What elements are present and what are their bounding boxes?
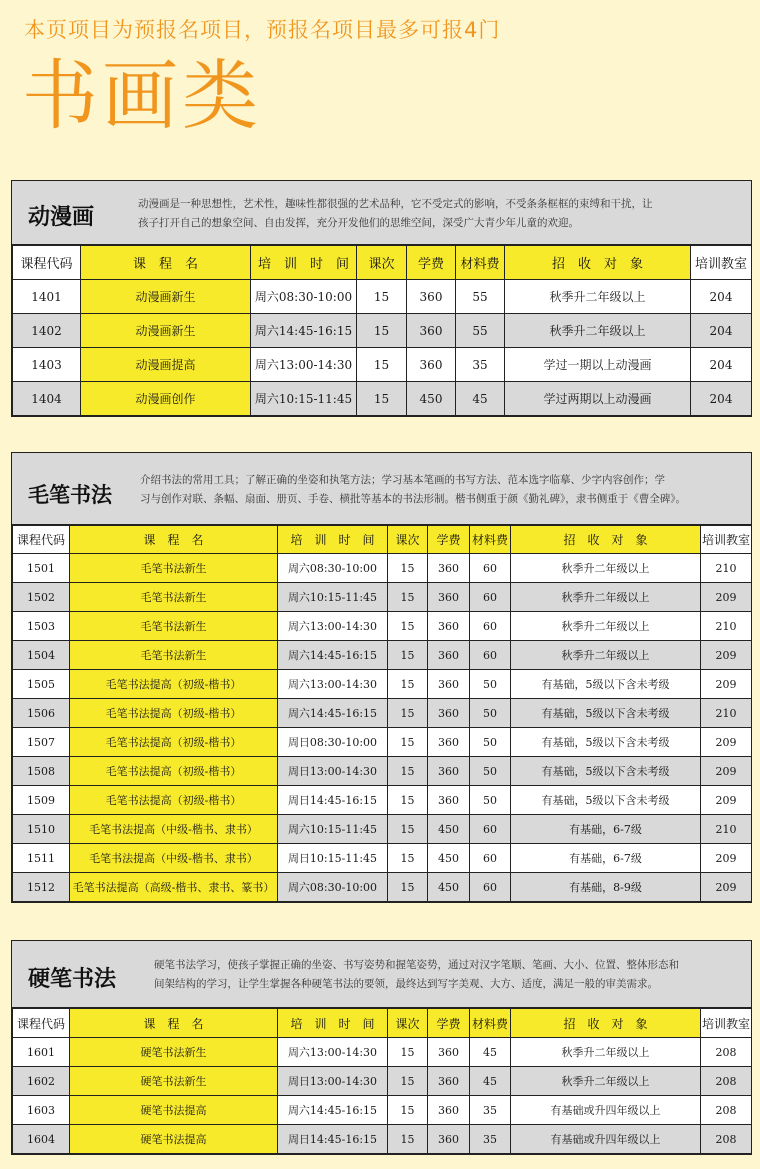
cell-time: 周日10:15-11:45 (278, 844, 388, 873)
cell-sessions: 15 (388, 1038, 428, 1067)
cell-sessions: 15 (388, 844, 428, 873)
col-room: 培训教室 (691, 246, 752, 280)
cell-sessions: 15 (388, 670, 428, 699)
cell-room: 204 (691, 382, 752, 416)
cell-room: 210 (701, 554, 752, 583)
cell-code: 1504 (13, 641, 70, 670)
table-row (13, 1038, 752, 1067)
cell-time: 周日13:00-14:30 (278, 1067, 388, 1096)
cell-code: 1506 (13, 699, 70, 728)
cell-course-name: 毛笔书法提高（初级-楷书） (70, 757, 278, 786)
cell-material-fee: 50 (470, 728, 511, 757)
table-row (13, 728, 752, 757)
cell-target: 秋季升二年级以上 (511, 1067, 701, 1096)
cell-material-fee: 45 (456, 382, 505, 416)
cell-time: 周六10:15-11:45 (278, 583, 388, 612)
cell-time: 周六14:45-16:15 (251, 314, 357, 348)
col-target: 招 收 对 象 (511, 1009, 701, 1038)
cell-target: 有基础，5级以下含未考级 (511, 670, 701, 699)
cell-room: 209 (701, 757, 752, 786)
cell-room: 208 (701, 1096, 752, 1125)
table-row (13, 583, 752, 612)
section-header (12, 941, 751, 1008)
cell-room: 210 (701, 699, 752, 728)
section-pen-calligraphy (11, 940, 752, 1155)
cell-course-name: 毛笔书法新生 (70, 583, 278, 612)
section-anime-drawing (11, 180, 752, 417)
cell-fee: 360 (428, 699, 470, 728)
cell-target: 秋季升二年级以上 (511, 1038, 701, 1067)
cell-fee: 360 (428, 728, 470, 757)
cell-code: 1511 (13, 844, 70, 873)
col-code: 课程代码 (13, 526, 70, 554)
cell-target: 学过两期以上动漫画 (505, 382, 691, 416)
cell-material-fee: 35 (456, 348, 505, 382)
table-row (13, 612, 752, 641)
cell-sessions: 15 (388, 699, 428, 728)
cell-material-fee: 60 (470, 641, 511, 670)
section-title: 硬笔书法 (28, 967, 117, 992)
cell-room: 210 (701, 612, 752, 641)
cell-material-fee: 60 (470, 873, 511, 902)
cell-time: 周六13:00-14:30 (278, 1038, 388, 1067)
cell-time: 周六10:15-11:45 (278, 815, 388, 844)
cell-fee: 360 (428, 641, 470, 670)
col-course-name: 课 程 名 (70, 1009, 278, 1038)
preregistration-notice: 本页项目为预报名项目，预报名项目最多可报4门 (24, 18, 501, 42)
course-table (12, 1008, 752, 1154)
cell-fee: 360 (407, 348, 456, 382)
cell-course-name: 毛笔书法新生 (70, 641, 278, 670)
cell-target: 有基础，8-9级 (511, 873, 701, 902)
cell-target: 秋季升二年级以上 (505, 314, 691, 348)
col-room: 培训教室 (701, 526, 752, 554)
col-target: 招 收 对 象 (511, 526, 701, 554)
cell-target: 有基础，5级以下含未考级 (511, 699, 701, 728)
cell-code: 1503 (13, 612, 70, 641)
cell-room: 209 (701, 873, 752, 902)
cell-room: 208 (701, 1038, 752, 1067)
cell-fee: 450 (428, 815, 470, 844)
cell-sessions: 15 (388, 873, 428, 902)
cell-course-name: 毛笔书法新生 (70, 554, 278, 583)
col-code: 课程代码 (13, 246, 81, 280)
col-fee: 学费 (407, 246, 456, 280)
cell-sessions: 15 (388, 1125, 428, 1154)
cell-sessions: 15 (388, 728, 428, 757)
cell-time: 周日08:30-10:00 (278, 728, 388, 757)
cell-code: 1510 (13, 815, 70, 844)
course-table (12, 525, 752, 902)
cell-course-name: 硬笔书法提高 (70, 1125, 278, 1154)
cell-target: 有基础或升四年级以上 (511, 1125, 701, 1154)
cell-sessions: 15 (388, 757, 428, 786)
section-header (12, 181, 751, 245)
table-row (13, 1125, 752, 1154)
cell-time: 周六13:00-14:30 (251, 348, 357, 382)
cell-sessions: 15 (388, 583, 428, 612)
table-row (13, 1067, 752, 1096)
cell-time: 周六14:45-16:15 (278, 641, 388, 670)
cell-target: 有基础，6-7级 (511, 815, 701, 844)
cell-sessions: 15 (388, 1096, 428, 1125)
section-description: 介绍书法的常用工具；了解正确的坐姿和执笔方法；学习基本笔画的书写方法、范本选字临摹、少字内容创作；学 习与创作对联、条幅、扇面、册页、手卷、横批等基本的书法形制。楷书侧重于颜《勤礼碑》，隶书侧重于《曹全碑》。 (140, 474, 686, 505)
cell-course-name: 毛笔书法提高（初级-楷书） (70, 699, 278, 728)
cell-fee: 450 (428, 873, 470, 902)
cell-course-name: 毛笔书法提高（高级-楷书、隶书、篆书） (70, 873, 278, 902)
cell-target: 学过一期以上动漫画 (505, 348, 691, 382)
cell-time: 周六14:45-16:15 (278, 1096, 388, 1125)
cell-course-name: 动漫画新生 (81, 280, 251, 314)
cell-fee: 360 (428, 583, 470, 612)
table-header-row (13, 526, 752, 554)
cell-code: 1505 (13, 670, 70, 699)
cell-fee: 360 (428, 670, 470, 699)
cell-material-fee: 45 (470, 1067, 511, 1096)
cell-sessions: 15 (388, 612, 428, 641)
cell-code: 1604 (13, 1125, 70, 1154)
cell-time: 周六08:30-10:00 (278, 873, 388, 902)
cell-fee: 360 (428, 1038, 470, 1067)
section-description: 硬笔书法学习，使孩子掌握正确的坐姿、书写姿势和握笔姿势，通过对汉字笔顺、笔画、大小、位置、整体形态和 间架结构的学习，让学生掌握各种硬笔书法的要领，最终达到写字美观、大方、适度，满足一般的审美需求。 (154, 959, 679, 990)
cell-room: 209 (701, 641, 752, 670)
cell-course-name: 毛笔书法提高（初级-楷书） (70, 786, 278, 815)
table-row (13, 786, 752, 815)
cell-course-name: 硬笔书法新生 (70, 1038, 278, 1067)
col-time: 培 训 时 间 (278, 526, 388, 554)
cell-fee: 450 (428, 844, 470, 873)
cell-course-name: 硬笔书法提高 (70, 1096, 278, 1125)
cell-material-fee: 60 (470, 554, 511, 583)
category-title: 书画类 (22, 51, 262, 140)
cell-sessions: 15 (357, 280, 407, 314)
course-rows (13, 554, 752, 902)
table-row (13, 873, 752, 902)
cell-fee: 360 (428, 1125, 470, 1154)
cell-course-name: 动漫画新生 (81, 314, 251, 348)
table-row (13, 348, 752, 382)
cell-target: 秋季升二年级以上 (511, 612, 701, 641)
cell-code: 1501 (13, 554, 70, 583)
col-course-name: 课 程 名 (81, 246, 251, 280)
cell-code: 1401 (13, 280, 81, 314)
cell-material-fee: 35 (470, 1125, 511, 1154)
table-row (13, 815, 752, 844)
cell-sessions: 15 (388, 1067, 428, 1096)
cell-code: 1502 (13, 583, 70, 612)
cell-material-fee: 60 (470, 844, 511, 873)
cell-fee: 360 (407, 280, 456, 314)
cell-room: 210 (701, 815, 752, 844)
course-rows (13, 1038, 752, 1154)
cell-sessions: 15 (388, 786, 428, 815)
cell-time: 周日13:00-14:30 (278, 757, 388, 786)
cell-time: 周六13:00-14:30 (278, 670, 388, 699)
cell-room: 209 (701, 728, 752, 757)
cell-room: 208 (701, 1067, 752, 1096)
section-brush-calligraphy (11, 452, 752, 903)
cell-room: 209 (701, 670, 752, 699)
cell-fee: 360 (428, 612, 470, 641)
cell-room: 204 (691, 348, 752, 382)
cell-room: 209 (701, 844, 752, 873)
table-row (13, 314, 752, 348)
cell-material-fee: 55 (456, 314, 505, 348)
cell-material-fee: 50 (470, 670, 511, 699)
cell-sessions: 15 (357, 382, 407, 416)
cell-course-name: 毛笔书法提高（中级-楷书、隶书） (70, 815, 278, 844)
cell-material-fee: 60 (470, 583, 511, 612)
cell-material-fee: 45 (470, 1038, 511, 1067)
col-time: 培 训 时 间 (278, 1009, 388, 1038)
cell-code: 1602 (13, 1067, 70, 1096)
cell-course-name: 动漫画提高 (81, 348, 251, 382)
table-row (13, 554, 752, 583)
cell-material-fee: 55 (456, 280, 505, 314)
cell-target: 有基础，6-7级 (511, 844, 701, 873)
cell-target: 有基础或升四年级以上 (511, 1096, 701, 1125)
section-description: 动漫画是一种思想性，艺术性，趣味性都很强的艺术品种，它不受定式的影响，不受条条框框的束缚和干扰，让 孩子打开自己的想象空间、自由发挥，充分开发他们的思维空间，深受广大青少年儿童的欢迎。 (138, 198, 653, 229)
table-row (13, 382, 752, 416)
cell-sessions: 15 (357, 348, 407, 382)
cell-material-fee: 50 (470, 757, 511, 786)
course-table (12, 245, 752, 416)
table-header-row (13, 1009, 752, 1038)
course-rows (13, 280, 752, 416)
cell-sessions: 15 (388, 815, 428, 844)
col-fee: 学费 (428, 1009, 470, 1038)
col-sessions: 课次 (388, 1009, 428, 1038)
cell-target: 有基础，5级以下含未考级 (511, 757, 701, 786)
cell-course-name: 毛笔书法提高（初级-楷书） (70, 670, 278, 699)
cell-material-fee: 35 (470, 1096, 511, 1125)
cell-time: 周六10:15-11:45 (251, 382, 357, 416)
table-row (13, 670, 752, 699)
cell-target: 有基础，5级以下含未考级 (511, 728, 701, 757)
cell-target: 秋季升二年级以上 (505, 280, 691, 314)
table-row (13, 757, 752, 786)
cell-time: 周日14:45-16:15 (278, 1125, 388, 1154)
cell-code: 1509 (13, 786, 70, 815)
cell-room: 209 (701, 583, 752, 612)
cell-fee: 360 (428, 554, 470, 583)
cell-code: 1512 (13, 873, 70, 902)
col-sessions: 课次 (388, 526, 428, 554)
cell-fee: 360 (428, 1067, 470, 1096)
table-header-row (13, 246, 752, 280)
table-row (13, 844, 752, 873)
cell-material-fee: 50 (470, 786, 511, 815)
cell-course-name: 动漫画创作 (81, 382, 251, 416)
cell-code: 1508 (13, 757, 70, 786)
col-material-fee: 材料费 (470, 526, 511, 554)
cell-time: 周六14:45-16:15 (278, 699, 388, 728)
cell-material-fee: 50 (470, 699, 511, 728)
cell-target: 有基础，5级以下含未考级 (511, 786, 701, 815)
cell-code: 1403 (13, 348, 81, 382)
cell-time: 周日14:45-16:15 (278, 786, 388, 815)
cell-time: 周六13:00-14:30 (278, 612, 388, 641)
section-title: 毛笔书法 (28, 483, 112, 507)
cell-target: 秋季升二年级以上 (511, 641, 701, 670)
cell-sessions: 15 (388, 641, 428, 670)
cell-room: 204 (691, 314, 752, 348)
cell-fee: 450 (407, 382, 456, 416)
col-time: 培 训 时 间 (251, 246, 357, 280)
cell-room: 204 (691, 280, 752, 314)
table-row (13, 1096, 752, 1125)
table-row (13, 641, 752, 670)
col-material-fee: 材料费 (456, 246, 505, 280)
cell-sessions: 15 (388, 554, 428, 583)
cell-time: 周六08:30-10:00 (251, 280, 357, 314)
col-target: 招 收 对 象 (505, 246, 691, 280)
section-header (12, 453, 751, 525)
cell-fee: 360 (407, 314, 456, 348)
cell-room: 208 (701, 1125, 752, 1154)
col-course-name: 课 程 名 (70, 526, 278, 554)
col-code: 课程代码 (13, 1009, 70, 1038)
cell-code: 1404 (13, 382, 81, 416)
table-row (13, 699, 752, 728)
cell-course-name: 硬笔书法新生 (70, 1067, 278, 1096)
cell-room: 209 (701, 786, 752, 815)
cell-course-name: 毛笔书法提高（中级-楷书、隶书） (70, 844, 278, 873)
cell-code: 1402 (13, 314, 81, 348)
cell-time: 周六08:30-10:00 (278, 554, 388, 583)
cell-course-name: 毛笔书法新生 (70, 612, 278, 641)
cell-code: 1507 (13, 728, 70, 757)
col-room: 培训教室 (701, 1009, 752, 1038)
cell-course-name: 毛笔书法提高（初级-楷书） (70, 728, 278, 757)
col-fee: 学费 (428, 526, 470, 554)
cell-fee: 360 (428, 786, 470, 815)
cell-fee: 360 (428, 757, 470, 786)
cell-code: 1603 (13, 1096, 70, 1125)
cell-code: 1601 (13, 1038, 70, 1067)
col-sessions: 课次 (357, 246, 407, 280)
cell-target: 秋季升二年级以上 (511, 583, 701, 612)
cell-fee: 360 (428, 1096, 470, 1125)
section-title: 动漫画 (28, 205, 95, 230)
cell-material-fee: 60 (470, 815, 511, 844)
cell-sessions: 15 (357, 314, 407, 348)
cell-target: 秋季升二年级以上 (511, 554, 701, 583)
table-row (13, 280, 752, 314)
col-material-fee: 材料费 (470, 1009, 511, 1038)
cell-material-fee: 60 (470, 612, 511, 641)
